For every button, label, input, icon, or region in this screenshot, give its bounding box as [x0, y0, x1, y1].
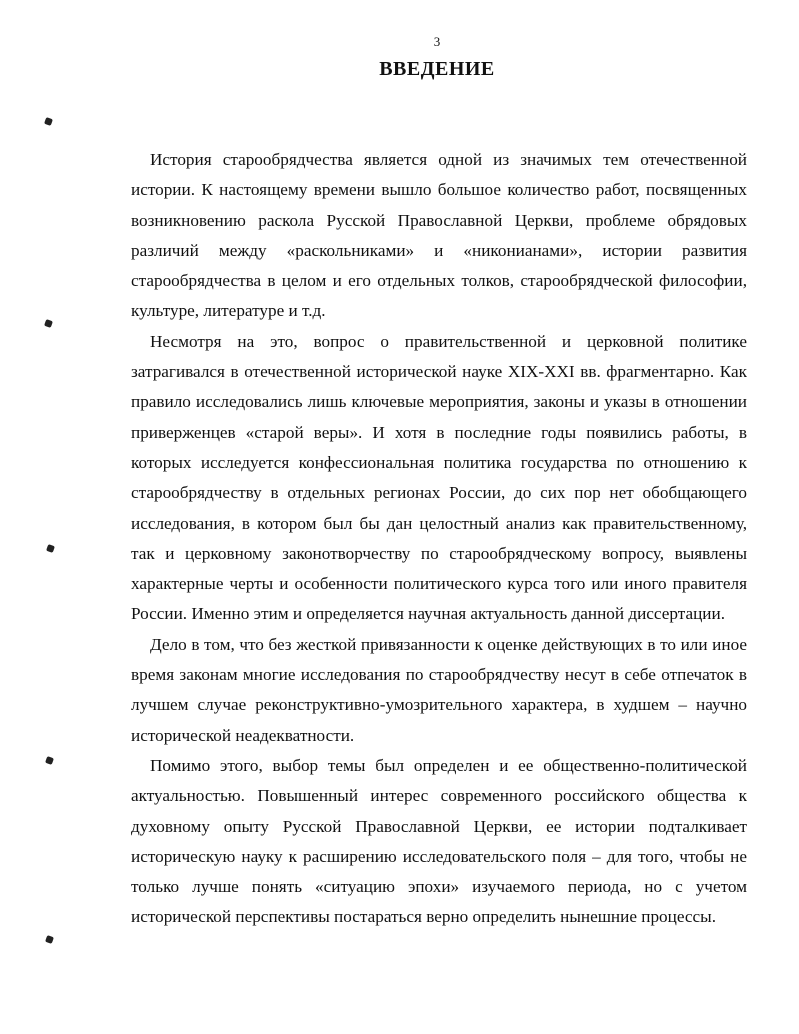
punch-hole-mark [45, 935, 54, 944]
punch-hole-mark [45, 756, 54, 765]
punch-hole-mark [44, 117, 53, 126]
paragraph-3: Дело в том, что без жесткой привязанности к оценке действующих в то или иное время законам многие исследования по старообрядчеству несут в себе отпечаток в лучшем случае реконструктивно-умозрительного характера, в худшем – научно исторической неадекватности. [131, 634, 747, 745]
page-number: 3 [433, 34, 441, 49]
punch-hole-mark [46, 544, 55, 553]
paragraph-4: Помимо этого, выбор темы был определен и ее общественно-политической актуальностью. Повышенный интерес современного российского общества к духовному опыту Русской Православной Церкви, ее истории подталкивает историческую науку к расширению исследовательского поля – для того, чтобы не только лучше понять «ситуацию эпохи» изучаемого периода, но с учетом исторической перспективы постараться верно определить нынешние процессы. [131, 755, 747, 927]
punch-hole-mark [44, 319, 53, 328]
body-text [131, 145, 747, 933]
paragraph-1: История старообрядчества является одной из значимых тем отечественной истории. К настоящему времени вышло большое количество работ, посвященных возникновению раскола Русской Православной Церкви, проблеме обрядовых различий между «раскольниками» и «никонианами», истории развития старообрядчества в целом и его отдельных толков, старообрядческой философии, культуре, литературе и т.д. [131, 150, 747, 321]
paragraph-2: Несмотря на это, вопрос о правительственной и церковной политике затрагивался в отечественной исторической науке XIX-XXI вв. фрагментарно. Как правило исследовались лишь ключевые мероприятия, законы и указы в отношении приверженцев «старой веры». И хотя в последние годы появились работы, в которых исследуется конфессиональная политика государства по отношению к старообрядчеству в отдельных регионах России, до сих пор нет обобщающего исследования, в котором был бы дан целостный анализ как правительственному, так и церковному законотворчеству по старообрядческому вопросу, выявлены характерные черты и особенности политического курса того или иного правителя России. Именно этим и определяется научная актуальность данной диссертации. [131, 331, 747, 624]
page-title: ВВЕДЕНИЕ [379, 58, 495, 80]
